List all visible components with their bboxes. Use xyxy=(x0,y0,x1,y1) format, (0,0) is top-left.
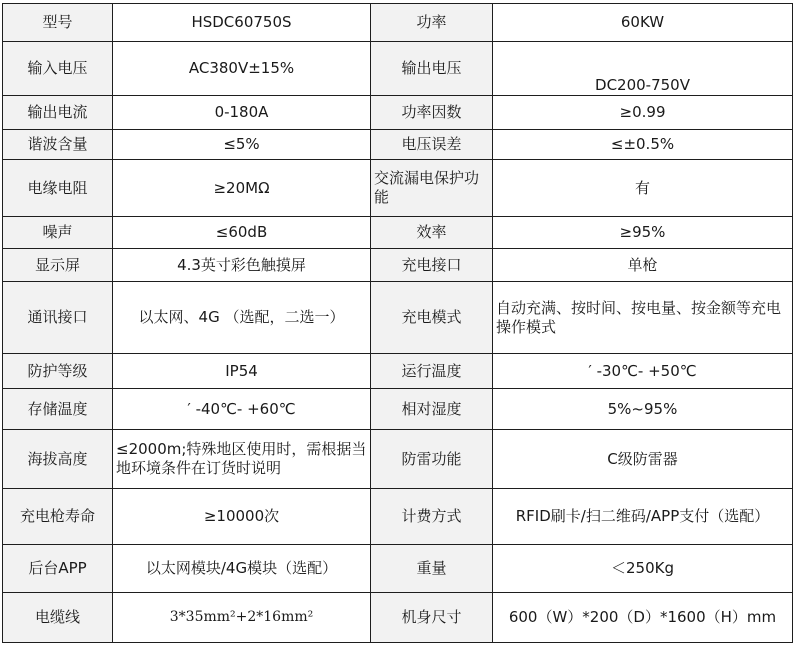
row-value: 60KW xyxy=(493,4,793,42)
row-value: ≤5% xyxy=(113,130,371,160)
row-value: ≤2000m;特殊地区使用时，需根据当地环境条件在订货时说明 xyxy=(113,430,371,489)
row-value: ≤60dB xyxy=(113,217,371,249)
row-label: 机身尺寸 xyxy=(371,593,493,643)
row-value: AC380V±15% xyxy=(113,42,371,96)
spec-table xyxy=(2,3,793,643)
row-label: 通讯接口 xyxy=(3,282,113,354)
row-value: 单枪 xyxy=(493,249,793,282)
row-value: 以太网模块/4G模块（选配） xyxy=(113,545,371,593)
row-label: 存储温度 xyxy=(3,389,113,430)
table-row xyxy=(3,160,793,217)
row-label: 后台APP xyxy=(3,545,113,593)
row-value: 4.3英寸彩色触摸屏 xyxy=(113,249,371,282)
row-value: C级防雷器 xyxy=(493,430,793,489)
row-label: 防雷功能 xyxy=(371,430,493,489)
row-label: 充电接口 xyxy=(371,249,493,282)
row-label: 输出电流 xyxy=(3,96,113,130)
row-label: 运行温度 xyxy=(371,354,493,389)
row-label: 充电枪寿命 xyxy=(3,489,113,545)
row-value: ≥10000次 xyxy=(113,489,371,545)
row-value: ′ -40℃- +60℃ xyxy=(113,389,371,430)
row-value: ≥20MΩ xyxy=(113,160,371,217)
row-value: ＜250Kg xyxy=(493,545,793,593)
table-row xyxy=(3,389,793,430)
table-row xyxy=(3,282,793,354)
row-value: 5%~95% xyxy=(493,389,793,430)
row-label: 输入电压 xyxy=(3,42,113,96)
row-value: ≤±0.5% xyxy=(493,130,793,160)
table-row xyxy=(3,430,793,489)
row-label: 电压误差 xyxy=(371,130,493,160)
row-value: IP54 xyxy=(113,354,371,389)
table-row xyxy=(3,354,793,389)
table-row xyxy=(3,489,793,545)
row-label: 型号 xyxy=(3,4,113,42)
row-value: 3*35mm²+2*16mm² xyxy=(113,593,371,643)
row-label: 防护等级 xyxy=(3,354,113,389)
row-value: 以太网、4G （选配，二选一） xyxy=(113,282,371,354)
row-value: 有 xyxy=(493,160,793,217)
row-label: 输出电压 xyxy=(371,42,493,96)
table-row xyxy=(3,217,793,249)
row-label: 谐波含量 xyxy=(3,130,113,160)
table-row xyxy=(3,96,793,130)
row-label: 充电模式 xyxy=(371,282,493,354)
table-row xyxy=(3,42,793,96)
row-label: 相对湿度 xyxy=(371,389,493,430)
row-value: 600（W）*200（D）*1600（H）mm xyxy=(493,593,793,643)
table-row xyxy=(3,545,793,593)
table-row xyxy=(3,249,793,282)
table-row xyxy=(3,593,793,643)
row-label: 噪声 xyxy=(3,217,113,249)
row-value: 自动充满、按时间、按电量、按金额等充电操作模式 xyxy=(493,282,793,354)
table-row xyxy=(3,4,793,42)
row-label: 效率 xyxy=(371,217,493,249)
row-label: 计费方式 xyxy=(371,489,493,545)
row-label: 电缆线 xyxy=(3,593,113,643)
row-value: HSDC60750S xyxy=(113,4,371,42)
row-value: ≥0.99 xyxy=(493,96,793,130)
row-label: 交流漏电保护功能 xyxy=(371,160,493,217)
row-label: 功率 xyxy=(371,4,493,42)
row-label: 电缘电阻 xyxy=(3,160,113,217)
row-label: 海拔高度 xyxy=(3,430,113,489)
row-value: ′ -30℃- +50℃ xyxy=(493,354,793,389)
row-label: 显示屏 xyxy=(3,249,113,282)
table-row xyxy=(3,130,793,160)
row-value: ≥95% xyxy=(493,217,793,249)
row-value: DC200-750V xyxy=(493,42,793,96)
row-value: RFID刷卡/扫二维码/APP支付（选配） xyxy=(493,489,793,545)
row-value: 0-180A xyxy=(113,96,371,130)
row-label: 功率因数 xyxy=(371,96,493,130)
row-label: 重量 xyxy=(371,545,493,593)
